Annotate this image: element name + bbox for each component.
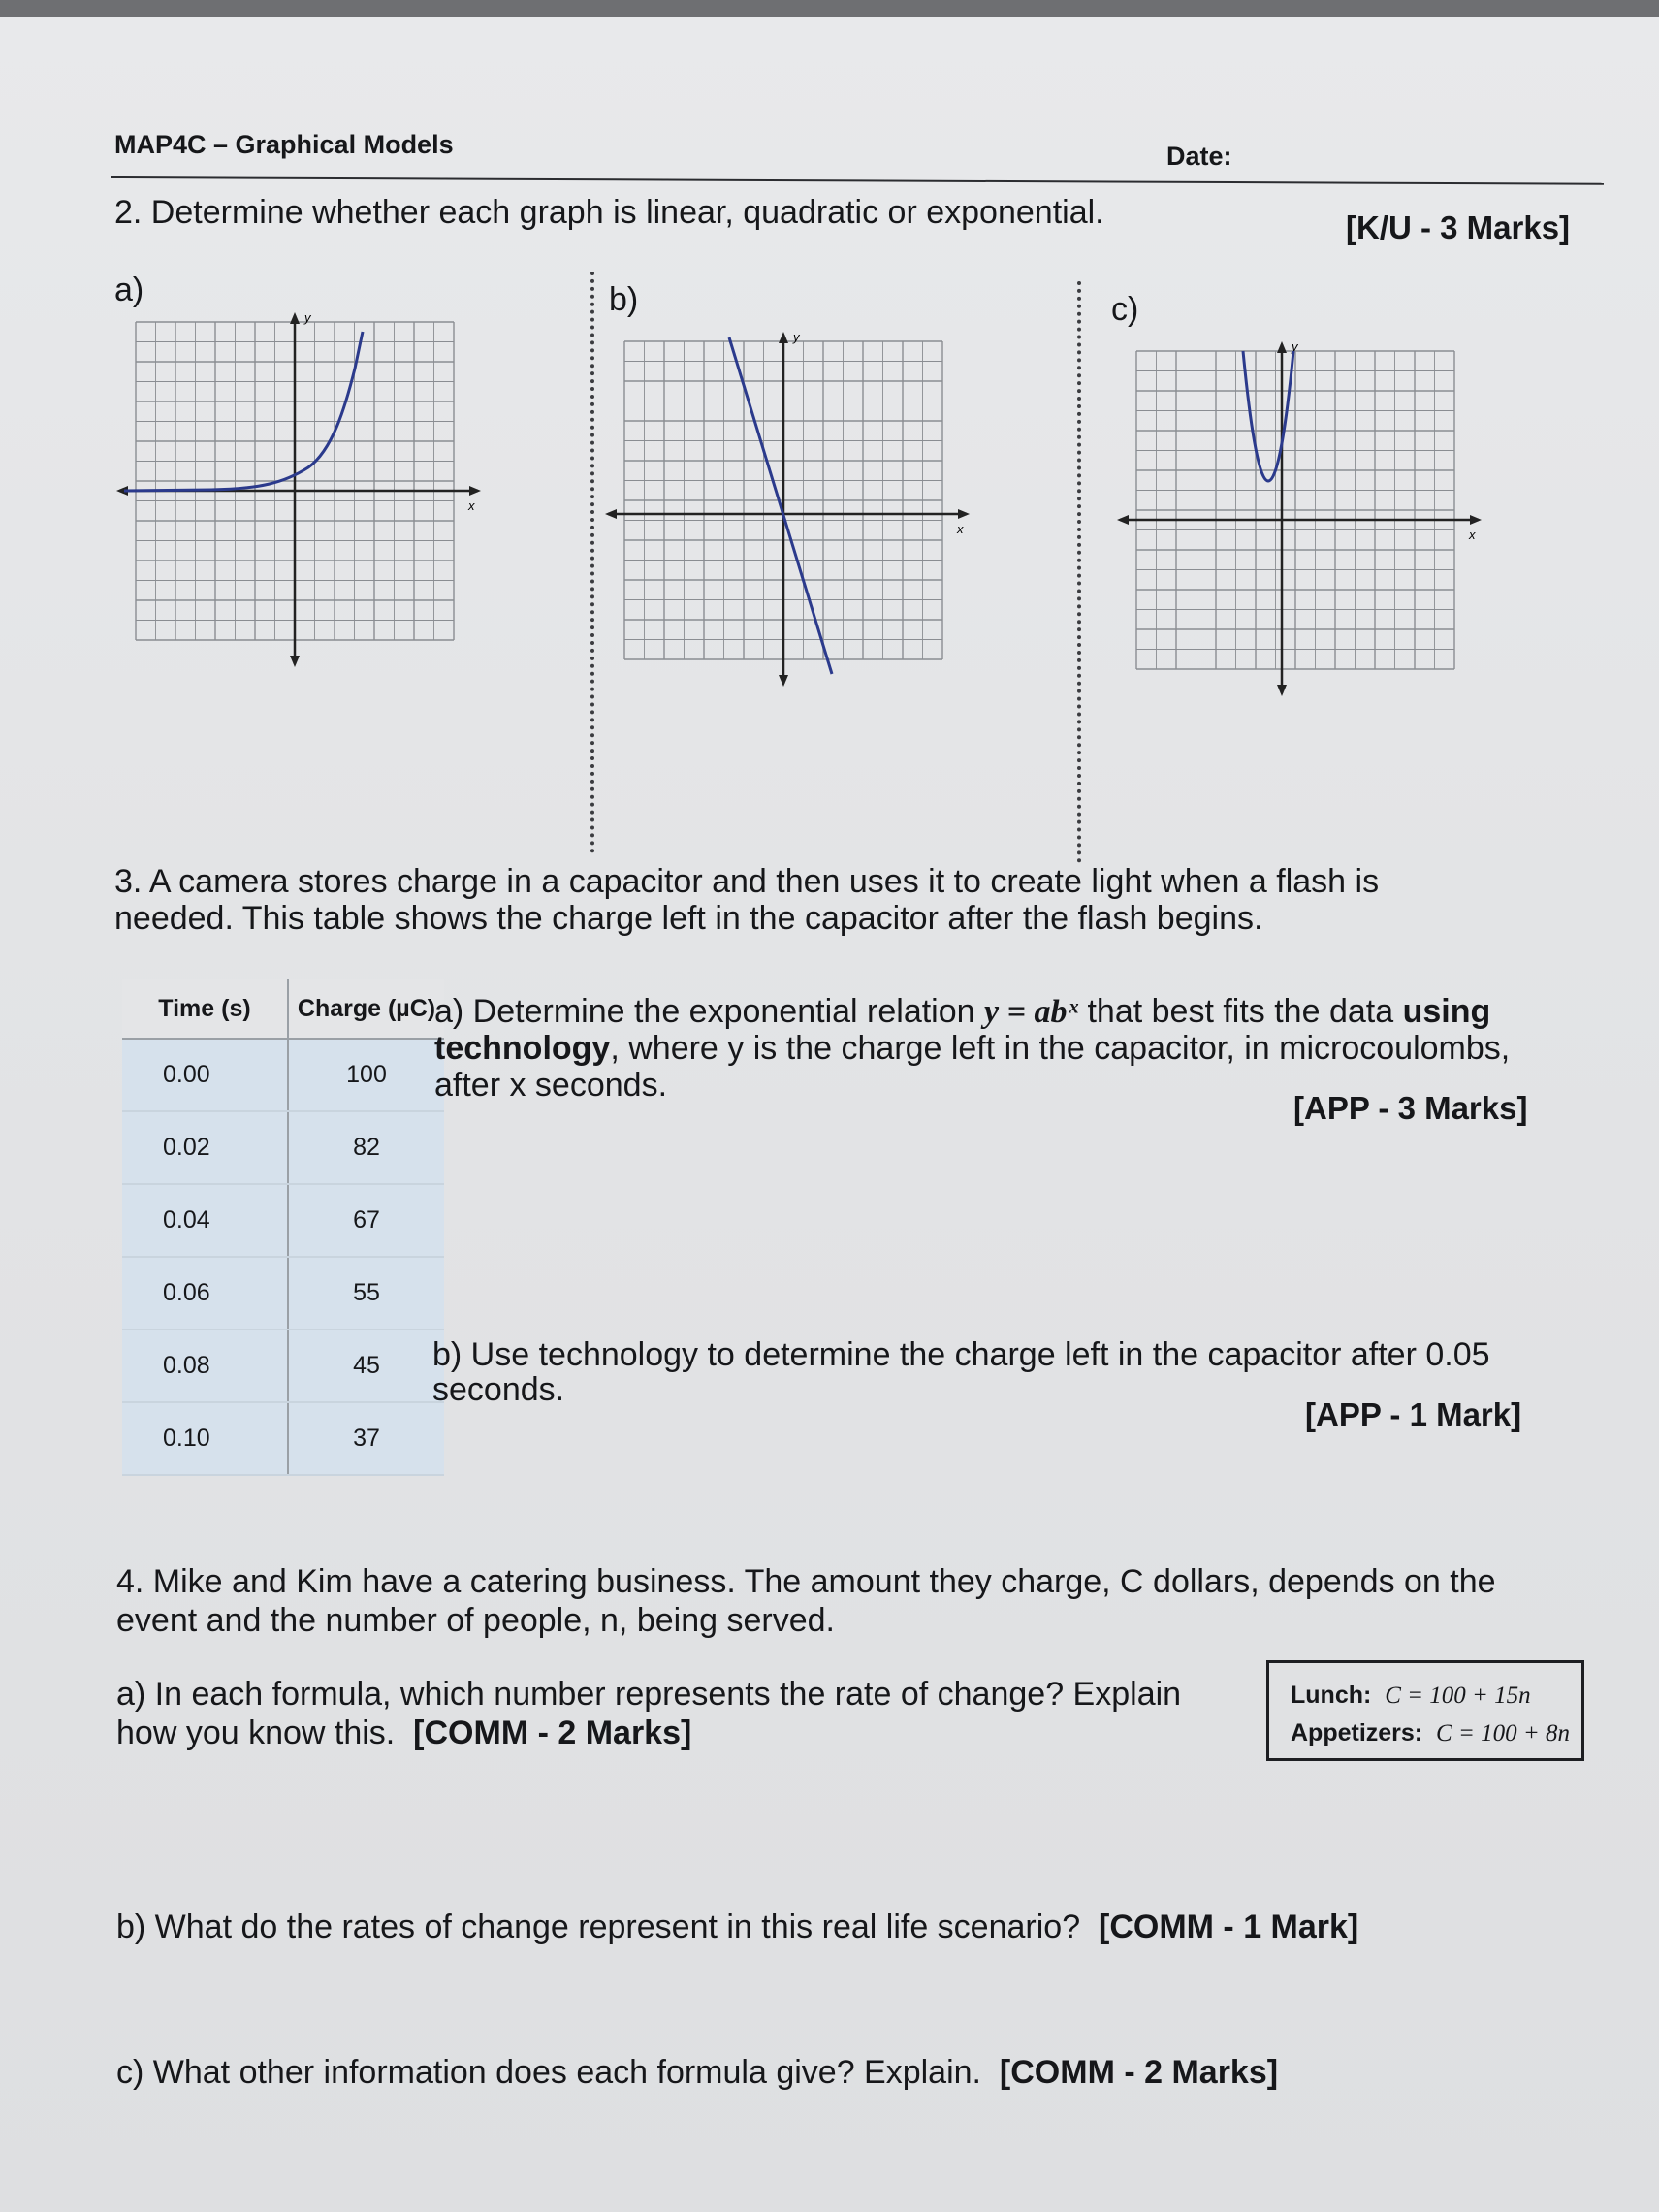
course-title: MAP4C – Graphical Models: [114, 130, 454, 159]
time-cell: 0.02: [122, 1111, 288, 1184]
table-header-time: Time (s): [122, 979, 288, 1039]
graph-c-label: c): [1111, 291, 1139, 328]
appetizers-formula: [1291, 1715, 1581, 1752]
lunch-label: Lunch:: [1291, 1682, 1372, 1709]
lunch-equation: C = 100 + 15n: [1385, 1683, 1531, 1709]
q4c-text: c) What other information does each formula give? Explain.: [116, 2054, 982, 2091]
question-4-line1: 4. Mike and Kim have a catering business. The amount they charge, C dollars, depends on the: [116, 1563, 1496, 1600]
divider-dotted-2: [1077, 281, 1081, 863]
time-cell: 0.00: [122, 1039, 288, 1111]
table-row: [122, 1184, 444, 1257]
charge-table: [122, 979, 444, 1476]
q4a-marks: [COMM - 2 Marks]: [413, 1715, 692, 1751]
graph-b-x-label: x: [957, 522, 964, 536]
question-2-text: 2. Determine whether each graph is linear, quadratic or exponential.: [114, 194, 1104, 231]
time-cell: 0.08: [122, 1330, 288, 1402]
graph-a-exponential: [114, 301, 488, 674]
question-4a-line2: [116, 1715, 691, 1751]
question-3a-line3: after x seconds.: [434, 1067, 668, 1104]
time-cell: 0.06: [122, 1257, 288, 1330]
question-3a-line2: [434, 1030, 1579, 1067]
q4a-text: how you know this.: [116, 1715, 396, 1751]
question-4a-line1: a) In each formula, which number represents the rate of change? Explain: [116, 1676, 1182, 1713]
charge-cell: 82: [288, 1111, 444, 1184]
graph-a-curve: [124, 332, 363, 491]
appetizers-label: Appetizers:: [1291, 1719, 1423, 1747]
time-cell: 0.04: [122, 1184, 288, 1257]
q3a-line2-rest: , where y is the charge left in the capacitor, in microcoulombs,: [610, 1030, 1511, 1067]
question-4b: [116, 1908, 1358, 1945]
question-4-line2: event and the number of people, n, being served.: [116, 1602, 835, 1639]
question-2-marks: [K/U - 3 Marks]: [1346, 209, 1571, 245]
appetizers-equation: C = 100 + 8n: [1436, 1720, 1570, 1747]
q3a-mid: that best fits the data: [1078, 993, 1403, 1030]
question-3b-marks: [APP - 1 Mark]: [1305, 1396, 1522, 1432]
charge-cell: 55: [288, 1257, 444, 1330]
question-3a-line1: [434, 993, 1579, 1031]
question-3a-marks: [APP - 3 Marks]: [1293, 1090, 1528, 1126]
graph-b-label: b): [609, 281, 639, 318]
table-row: [122, 1039, 444, 1111]
table-row: [122, 1111, 444, 1184]
charge-cell: 100: [288, 1039, 444, 1111]
graph-b-linear: [603, 320, 976, 693]
graph-b-line: [729, 337, 832, 674]
q4b-marks: [COMM - 1 Mark]: [1099, 1908, 1359, 1945]
lunch-formula: [1291, 1677, 1581, 1715]
divider-dotted-1: [590, 272, 594, 853]
table-header-charge: Charge (µC): [288, 979, 444, 1039]
graph-c-x-label: x: [1469, 528, 1476, 542]
date-label: Date:: [1166, 142, 1232, 171]
table-row: [122, 1257, 444, 1330]
table-row: [122, 1402, 444, 1475]
question-3b-line2: seconds.: [432, 1371, 565, 1408]
table-row: [122, 1330, 444, 1402]
graph-c-y-label: y: [1292, 339, 1298, 354]
graph-a-label: a): [114, 272, 144, 308]
q4b-text: b) What do the rates of change represent in this real life scenario?: [116, 1908, 1081, 1945]
question-3b-line1: b) Use technology to determine the charge left in the capacitor after 0.05: [432, 1336, 1490, 1373]
graph-b-y-label: y: [793, 330, 800, 344]
question-3-line2: needed. This table shows the charge left in the capacitor after the flash begins.: [114, 900, 1263, 937]
time-cell: 0.10: [122, 1402, 288, 1475]
q3a-technology: technology: [434, 1030, 611, 1067]
graph-a-y-label: y: [304, 310, 311, 325]
graph-c-quadratic: [1115, 330, 1488, 703]
formula-box: [1266, 1660, 1584, 1761]
q3a-using: using: [1402, 993, 1491, 1030]
q3a-formula: y = abˣ: [984, 994, 1079, 1030]
charge-cell: 67: [288, 1184, 444, 1257]
q3a-lead: a) Determine the exponential relation: [434, 993, 984, 1030]
question-3-line1: 3. A camera stores charge in a capacitor and then uses it to create light when a flash is: [114, 863, 1380, 900]
question-4c: [116, 2054, 1278, 2091]
graph-a-x-label: x: [468, 498, 475, 513]
charge-cell: 37: [288, 1402, 444, 1475]
q4c-marks: [COMM - 2 Marks]: [999, 2054, 1279, 2091]
charge-cell: 45: [288, 1330, 444, 1402]
